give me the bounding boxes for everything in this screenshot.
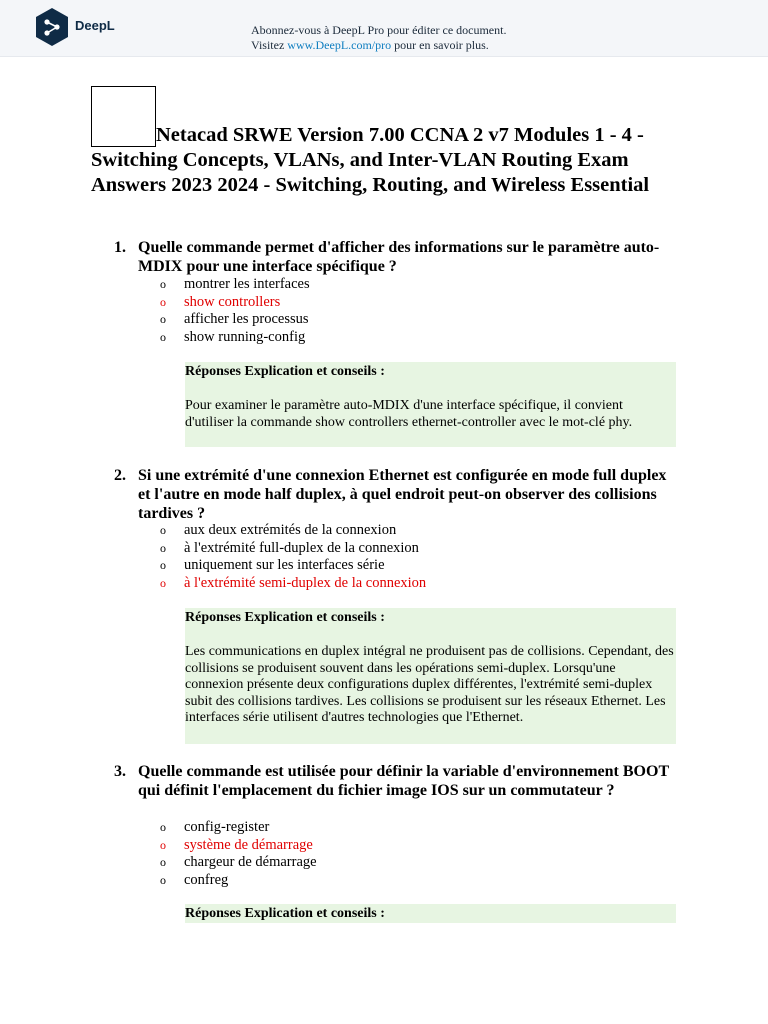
explanation-box-2 [185,608,676,744]
option-text: aux deux extrémités de la connexion [184,522,397,538]
question-3-options [160,819,317,889]
bullet-icon: o [160,312,166,326]
explanation-text: Pour examiner le paramètre auto-MDIX d'une interface spécifique, il convient d'utiliser la commande show controllers ethernet-controller avec le mot-clé phy. [185,398,633,430]
bullet-icon: o [160,523,166,537]
document-title [91,123,681,198]
question-number: 2. [114,467,126,484]
question-text: Quelle commande est utilisée pour définir la variable d'environnement BOOT qui définit l'emplacement du fichier image IOS sur un commutateur ? [138,763,669,799]
deepl-brand-name: DeepL [75,18,115,33]
option [160,311,310,329]
option [160,872,317,890]
document-title-text: Netacad SRWE Version 7.00 CCNA 2 v7 Modules 1 - 4 - Switching Concepts, VLANs, and Inter-VLAN Routing Exam Answers 2023 2024 - Switching, Routing, and Wireless Essential [91,124,650,196]
question-1-options [160,276,310,346]
explanation-text: Les communications en duplex intégral ne produisent pas de collisions. Cependant, des collisions se produisent souvent dans les opérations semi-duplex. Lorsqu'une connexion présente deux configurations duplex différentes, l'extrémité semi-duplex subit des collisions tardives. Les collisions se produisent sur les réseaux Ethernet. Les interfaces série utilisent d'autres technologies que l'Ethernet. [185,644,674,725]
question-2-options [160,522,426,592]
explanation-box-1 [185,362,676,447]
question-text: Quelle commande permet d'afficher des informations sur le paramètre auto-MDIX pour une interface spécifique ? [138,239,660,275]
option-text: config-register [184,819,270,835]
question-text: Si une extrémité d'une connexion Ethernet est configurée en mode full duplex et l'autre en mode half duplex, à quel endroit peut-on observer des collisions tardives ? [138,467,667,522]
option [160,329,310,347]
promo-suffix: pour en savoir plus. [391,38,489,52]
bullet-icon: o [160,837,166,852]
promo-line-2 [251,38,506,53]
option [160,557,426,575]
option-text: show running-config [184,328,306,345]
option-correct [160,837,317,855]
bullet-icon: o [160,855,166,869]
deepl-banner [0,0,768,57]
deepl-pro-link[interactable]: www.DeepL.com/pro [287,38,392,52]
deepl-logo-icon [34,7,70,47]
option [160,854,317,872]
bullet-icon: o [160,558,166,572]
bullet-icon: o [160,277,166,291]
option-text: montrer les interfaces [184,276,310,292]
question-number: 3. [114,763,126,780]
bullet-icon: o [160,294,166,309]
option-text: système de démarrage [184,836,313,853]
promo-line-1: Abonnez-vous à DeepL Pro pour éditer ce document. [251,23,507,37]
option [160,540,426,558]
bullet-icon: o [160,872,166,887]
option [160,819,317,837]
option-correct [160,294,310,312]
option-text: uniquement sur les interfaces série [184,557,385,573]
bullet-icon: o [160,575,166,590]
option-correct [160,575,426,593]
bullet-icon: o [160,329,166,344]
explanation-heading: Réponses Explication et conseils : [185,906,385,921]
explanation-heading: Réponses Explication et conseils : [185,364,385,379]
deepl-promo-text [251,23,506,53]
bullet-icon: o [160,820,166,834]
option-text: afficher les processus [184,311,309,327]
option-text: chargeur de démarrage [184,854,317,870]
option-text: show controllers [184,293,281,310]
explanation-box-3 [185,904,676,923]
option [160,522,426,540]
promo-prefix: Visitez [251,38,288,52]
option-text: à l'extrémité semi-duplex de la connexion [184,574,427,591]
question-number: 1. [114,239,126,256]
option-text: à l'extrémité full-duplex de la connexion [184,539,419,556]
option [160,276,310,294]
bullet-icon: o [160,540,166,555]
explanation-heading: Réponses Explication et conseils : [185,610,385,625]
option-text: confreg [184,871,229,888]
